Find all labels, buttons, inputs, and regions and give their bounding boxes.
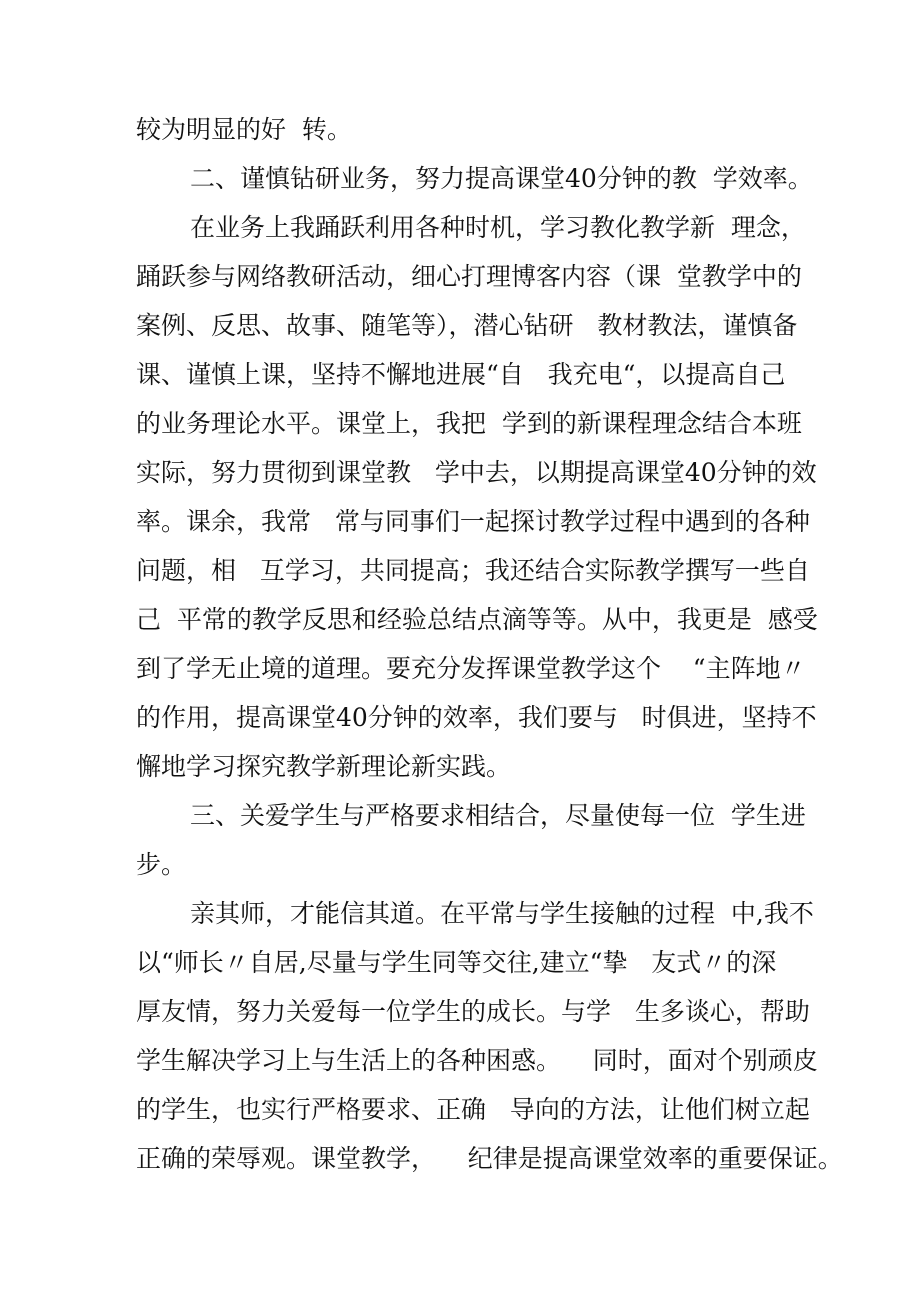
text-line: 厚友情，努力关爱每一位学生的成长。与学 生多谈心，帮助 — [136, 997, 810, 1026]
text-line: 到了学无止境的道理。要充分发挥课堂教学这个 “主阵地〃 — [136, 654, 806, 683]
text-line: 踊跃参与网络教研活动，细心打理博客内容（课 堂教学中的 — [136, 262, 802, 291]
text-line: 以“师长〃自居,尽量与学生同等交往,建立“挚 友式〃的深 — [136, 948, 777, 977]
section-heading: 三、关爱学生与严格要求相结合，尽量使每一位 学生进 — [190, 801, 806, 830]
text-line: 学生解决学习上与生活上的各种困惑。 同时，面对个别顽皮 — [136, 1046, 818, 1075]
text-line: 步。 — [136, 850, 187, 879]
text-line: 正确的荣辱观。课堂教学， 纪律是提高课堂效率的重要保证。 — [136, 1144, 843, 1173]
text-line: 课、谨慎上课，坚持不懈地进展“自 我充电“，以提高自己 — [136, 360, 786, 389]
text-line: 亲其师，才能信其道。在平常与学生接触的过程 中,我不 — [190, 899, 814, 928]
text-line: 实际，努力贯彻到课堂教 学中去，以期提高课堂40分钟的效 — [136, 458, 817, 487]
text-line: 问题，相 互学习，共同提高；我还结合实际教学撰写一些自 — [136, 556, 810, 585]
text-line: 己 平常的教学反思和经验总结点滴等等。从中，我更是 感受 — [136, 605, 818, 634]
section-heading: 二、谨慎钻研业务，努力提高课堂40分钟的教 学效率。 — [190, 164, 813, 193]
text-line: 率。课余，我常 常与同事们一起探讨教学过程中遇到的各种 — [136, 507, 810, 536]
text-line: 案例、反思、故事、随笔等），潜心钻研 教材教法，谨慎备 — [136, 311, 798, 340]
text-line: 在业务上我踊跃利用各种时机，学习教化教学新 理念， — [190, 213, 806, 242]
text-line: 的学生，也实行严格要求、正确 导向的方法，让他们树立起 — [136, 1095, 810, 1124]
text-line: 的作用，提高课堂40分钟的效率，我们要与 时俱进，坚持不 — [136, 703, 817, 732]
text-line: 较为明显的好 转。 — [136, 115, 352, 144]
text-line: 的业务理论水平。课堂上，我把 学到的新课程理念结合本班 — [136, 409, 802, 438]
text-line: 懈地学习探究教学新理论新实践。 — [136, 752, 512, 781]
